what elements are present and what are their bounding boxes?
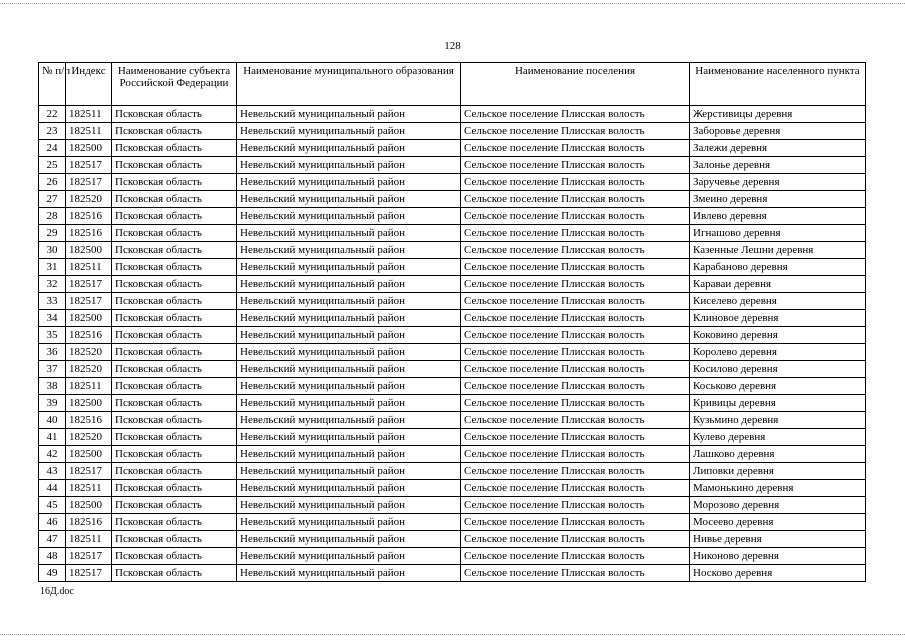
cell-num: 48 bbox=[39, 548, 66, 565]
scan-bottom-edge bbox=[0, 634, 905, 637]
table-row bbox=[39, 106, 866, 123]
cell-locality: Карабаново деревня bbox=[690, 259, 866, 276]
cell-municipality: Невельский муниципальный район bbox=[237, 412, 461, 429]
cell-municipality: Невельский муниципальный район bbox=[237, 259, 461, 276]
cell-settlement: Сельское поселение Плисская волость bbox=[461, 208, 690, 225]
cell-municipality: Невельский муниципальный район bbox=[237, 293, 461, 310]
cell-subject: Псковская область bbox=[112, 361, 237, 378]
table-row bbox=[39, 293, 866, 310]
cell-locality: Заборовье деревня bbox=[690, 123, 866, 140]
cell-settlement: Сельское поселение Плисская волость bbox=[461, 446, 690, 463]
table-row bbox=[39, 565, 866, 582]
cell-subject: Псковская область bbox=[112, 514, 237, 531]
cell-index: 182511 bbox=[66, 480, 112, 497]
cell-settlement: Сельское поселение Плисская волость bbox=[461, 310, 690, 327]
cell-num: 44 bbox=[39, 480, 66, 497]
table-header-row bbox=[39, 63, 866, 106]
cell-index: 182517 bbox=[66, 463, 112, 480]
cell-settlement: Сельское поселение Плисская волость bbox=[461, 327, 690, 344]
cell-index: 182516 bbox=[66, 208, 112, 225]
cell-settlement: Сельское поселение Плисская волость bbox=[461, 514, 690, 531]
cell-num: 30 bbox=[39, 242, 66, 259]
cell-num: 42 bbox=[39, 446, 66, 463]
cell-num: 23 bbox=[39, 123, 66, 140]
cell-locality: Лашково деревня bbox=[690, 446, 866, 463]
table-row bbox=[39, 140, 866, 157]
cell-index: 182517 bbox=[66, 157, 112, 174]
cell-index: 182511 bbox=[66, 106, 112, 123]
cell-locality: Королево деревня bbox=[690, 344, 866, 361]
cell-municipality: Невельский муниципальный район bbox=[237, 565, 461, 582]
cell-municipality: Невельский муниципальный район bbox=[237, 548, 461, 565]
cell-subject: Псковская область bbox=[112, 208, 237, 225]
cell-settlement: Сельское поселение Плисская волость bbox=[461, 412, 690, 429]
cell-subject: Псковская область bbox=[112, 480, 237, 497]
table-row bbox=[39, 378, 866, 395]
cell-locality: Кулево деревня bbox=[690, 429, 866, 446]
table-row bbox=[39, 344, 866, 361]
cell-locality: Коськово деревня bbox=[690, 378, 866, 395]
cell-locality: Кузьмино деревня bbox=[690, 412, 866, 429]
cell-index: 182516 bbox=[66, 412, 112, 429]
cell-settlement: Сельское поселение Плисская волость bbox=[461, 259, 690, 276]
cell-num: 41 bbox=[39, 429, 66, 446]
cell-subject: Псковская область bbox=[112, 497, 237, 514]
cell-locality: Ивлево деревня bbox=[690, 208, 866, 225]
cell-index: 182511 bbox=[66, 123, 112, 140]
cell-locality: Залежи деревня bbox=[690, 140, 866, 157]
cell-index: 182511 bbox=[66, 378, 112, 395]
cell-locality: Жерстивицы деревня bbox=[690, 106, 866, 123]
cell-num: 27 bbox=[39, 191, 66, 208]
cell-settlement: Сельское поселение Плисская волость bbox=[461, 106, 690, 123]
table-row bbox=[39, 395, 866, 412]
cell-index: 182500 bbox=[66, 140, 112, 157]
cell-municipality: Невельский муниципальный район bbox=[237, 191, 461, 208]
cell-municipality: Невельский муниципальный район bbox=[237, 378, 461, 395]
cell-subject: Псковская область bbox=[112, 259, 237, 276]
cell-settlement: Сельское поселение Плисская волость bbox=[461, 565, 690, 582]
header-municipality: Наименование муниципального образования bbox=[237, 63, 461, 106]
cell-settlement: Сельское поселение Плисская волость bbox=[461, 191, 690, 208]
cell-locality: Никоново деревня bbox=[690, 548, 866, 565]
table-row bbox=[39, 412, 866, 429]
cell-settlement: Сельское поселение Плисская волость bbox=[461, 174, 690, 191]
cell-subject: Псковская область bbox=[112, 327, 237, 344]
cell-index: 182517 bbox=[66, 174, 112, 191]
cell-num: 34 bbox=[39, 310, 66, 327]
header-num: № п/п bbox=[39, 63, 66, 106]
cell-municipality: Невельский муниципальный район bbox=[237, 514, 461, 531]
cell-settlement: Сельское поселение Плисская волость bbox=[461, 361, 690, 378]
cell-subject: Псковская область bbox=[112, 378, 237, 395]
cell-subject: Псковская область bbox=[112, 463, 237, 480]
table-row bbox=[39, 310, 866, 327]
cell-num: 39 bbox=[39, 395, 66, 412]
cell-index: 182517 bbox=[66, 548, 112, 565]
cell-subject: Псковская область bbox=[112, 140, 237, 157]
cell-index: 182500 bbox=[66, 395, 112, 412]
cell-num: 24 bbox=[39, 140, 66, 157]
table-row bbox=[39, 157, 866, 174]
cell-index: 182511 bbox=[66, 531, 112, 548]
table-row bbox=[39, 531, 866, 548]
table-row bbox=[39, 361, 866, 378]
cell-locality: Клиновое деревня bbox=[690, 310, 866, 327]
cell-num: 40 bbox=[39, 412, 66, 429]
cell-subject: Псковская область bbox=[112, 429, 237, 446]
cell-index: 182511 bbox=[66, 259, 112, 276]
cell-municipality: Невельский муниципальный район bbox=[237, 531, 461, 548]
cell-municipality: Невельский муниципальный район bbox=[237, 276, 461, 293]
cell-num: 31 bbox=[39, 259, 66, 276]
cell-municipality: Невельский муниципальный район bbox=[237, 497, 461, 514]
cell-municipality: Невельский муниципальный район bbox=[237, 157, 461, 174]
cell-municipality: Невельский муниципальный район bbox=[237, 327, 461, 344]
table-row bbox=[39, 174, 866, 191]
cell-municipality: Невельский муниципальный район bbox=[237, 463, 461, 480]
table-row bbox=[39, 514, 866, 531]
cell-num: 32 bbox=[39, 276, 66, 293]
header-settlement: Наименование поселения bbox=[461, 63, 690, 106]
cell-subject: Псковская область bbox=[112, 242, 237, 259]
cell-index: 182516 bbox=[66, 225, 112, 242]
cell-settlement: Сельское поселение Плисская волость bbox=[461, 123, 690, 140]
table-row bbox=[39, 191, 866, 208]
header-index: Индекс bbox=[66, 63, 112, 106]
cell-locality: Мосеево деревня bbox=[690, 514, 866, 531]
cell-index: 182500 bbox=[66, 310, 112, 327]
footer-filename: 16Д.doc bbox=[40, 586, 74, 597]
cell-settlement: Сельское поселение Плисская волость bbox=[461, 157, 690, 174]
cell-subject: Псковская область bbox=[112, 395, 237, 412]
cell-municipality: Невельский муниципальный район bbox=[237, 208, 461, 225]
cell-num: 43 bbox=[39, 463, 66, 480]
cell-index: 182500 bbox=[66, 242, 112, 259]
cell-num: 38 bbox=[39, 378, 66, 395]
cell-locality: Кривицы деревня bbox=[690, 395, 866, 412]
cell-locality: Коковино деревня bbox=[690, 327, 866, 344]
table-row bbox=[39, 463, 866, 480]
table-row bbox=[39, 429, 866, 446]
cell-subject: Псковская область bbox=[112, 412, 237, 429]
cell-num: 47 bbox=[39, 531, 66, 548]
cell-index: 182500 bbox=[66, 446, 112, 463]
cell-locality: Казенные Лешни деревня bbox=[690, 242, 866, 259]
cell-locality: Залонье деревня bbox=[690, 157, 866, 174]
cell-municipality: Невельский муниципальный район bbox=[237, 123, 461, 140]
cell-municipality: Невельский муниципальный район bbox=[237, 395, 461, 412]
cell-municipality: Невельский муниципальный район bbox=[237, 225, 461, 242]
cell-municipality: Невельский муниципальный район bbox=[237, 429, 461, 446]
table-row bbox=[39, 497, 866, 514]
cell-index: 182520 bbox=[66, 361, 112, 378]
cell-num: 37 bbox=[39, 361, 66, 378]
settlements-table bbox=[38, 62, 866, 582]
cell-subject: Псковская область bbox=[112, 174, 237, 191]
cell-num: 49 bbox=[39, 565, 66, 582]
cell-locality: Змеино деревня bbox=[690, 191, 866, 208]
cell-municipality: Невельский муниципальный район bbox=[237, 174, 461, 191]
header-locality: Наименование населенного пункта bbox=[690, 63, 866, 106]
cell-settlement: Сельское поселение Плисская волость bbox=[461, 531, 690, 548]
cell-num: 28 bbox=[39, 208, 66, 225]
cell-subject: Псковская область bbox=[112, 446, 237, 463]
cell-subject: Псковская область bbox=[112, 310, 237, 327]
cell-locality: Носково деревня bbox=[690, 565, 866, 582]
cell-subject: Псковская область bbox=[112, 276, 237, 293]
cell-num: 35 bbox=[39, 327, 66, 344]
scan-top-edge bbox=[0, 3, 905, 6]
cell-locality: Заручевье деревня bbox=[690, 174, 866, 191]
cell-locality: Морозово деревня bbox=[690, 497, 866, 514]
cell-settlement: Сельское поселение Плисская волость bbox=[461, 548, 690, 565]
cell-subject: Псковская область bbox=[112, 293, 237, 310]
cell-settlement: Сельское поселение Плисская волость bbox=[461, 293, 690, 310]
cell-locality: Мамонькино деревня bbox=[690, 480, 866, 497]
cell-index: 182517 bbox=[66, 293, 112, 310]
table-row bbox=[39, 276, 866, 293]
cell-subject: Псковская область bbox=[112, 123, 237, 140]
table-body bbox=[39, 106, 866, 582]
table-row bbox=[39, 480, 866, 497]
cell-settlement: Сельское поселение Плисская волость bbox=[461, 276, 690, 293]
cell-municipality: Невельский муниципальный район bbox=[237, 106, 461, 123]
cell-index: 182517 bbox=[66, 565, 112, 582]
cell-subject: Псковская область bbox=[112, 157, 237, 174]
cell-settlement: Сельское поселение Плисская волость bbox=[461, 463, 690, 480]
cell-municipality: Невельский муниципальный район bbox=[237, 310, 461, 327]
page-number: 128 bbox=[444, 40, 461, 52]
cell-municipality: Невельский муниципальный район bbox=[237, 242, 461, 259]
cell-municipality: Невельский муниципальный район bbox=[237, 480, 461, 497]
cell-num: 25 bbox=[39, 157, 66, 174]
cell-num: 45 bbox=[39, 497, 66, 514]
cell-index: 182520 bbox=[66, 191, 112, 208]
cell-municipality: Невельский муниципальный район bbox=[237, 361, 461, 378]
cell-index: 182520 bbox=[66, 429, 112, 446]
cell-settlement: Сельское поселение Плисская волость bbox=[461, 225, 690, 242]
cell-subject: Псковская область bbox=[112, 548, 237, 565]
cell-num: 22 bbox=[39, 106, 66, 123]
cell-index: 182516 bbox=[66, 514, 112, 531]
cell-municipality: Невельский муниципальный район bbox=[237, 140, 461, 157]
cell-index: 182516 bbox=[66, 327, 112, 344]
table-row bbox=[39, 242, 866, 259]
cell-subject: Псковская область bbox=[112, 191, 237, 208]
cell-subject: Псковская область bbox=[112, 531, 237, 548]
cell-num: 29 bbox=[39, 225, 66, 242]
cell-settlement: Сельское поселение Плисская волость bbox=[461, 344, 690, 361]
cell-num: 36 bbox=[39, 344, 66, 361]
cell-municipality: Невельский муниципальный район bbox=[237, 446, 461, 463]
table-row bbox=[39, 225, 866, 242]
cell-locality: Игнашово деревня bbox=[690, 225, 866, 242]
cell-index: 182517 bbox=[66, 276, 112, 293]
cell-subject: Псковская область bbox=[112, 225, 237, 242]
cell-subject: Псковская область bbox=[112, 344, 237, 361]
cell-index: 182520 bbox=[66, 344, 112, 361]
cell-settlement: Сельское поселение Плисская волость bbox=[461, 140, 690, 157]
cell-subject: Псковская область bbox=[112, 565, 237, 582]
cell-num: 26 bbox=[39, 174, 66, 191]
cell-locality: Липовки деревня bbox=[690, 463, 866, 480]
cell-num: 33 bbox=[39, 293, 66, 310]
cell-locality: Косилово деревня bbox=[690, 361, 866, 378]
cell-settlement: Сельское поселение Плисская волость bbox=[461, 242, 690, 259]
cell-num: 46 bbox=[39, 514, 66, 531]
cell-settlement: Сельское поселение Плисская волость bbox=[461, 480, 690, 497]
table-row bbox=[39, 327, 866, 344]
table-row bbox=[39, 548, 866, 565]
table-row bbox=[39, 123, 866, 140]
table-row bbox=[39, 446, 866, 463]
cell-locality: Нивье деревня bbox=[690, 531, 866, 548]
table-row bbox=[39, 208, 866, 225]
header-subject: Наименование субъекта Российской Федерации bbox=[112, 63, 237, 106]
cell-locality: Караваи деревня bbox=[690, 276, 866, 293]
cell-settlement: Сельское поселение Плисская волость bbox=[461, 395, 690, 412]
cell-settlement: Сельское поселение Плисская волость bbox=[461, 497, 690, 514]
cell-locality: Киселево деревня bbox=[690, 293, 866, 310]
cell-settlement: Сельское поселение Плисская волость bbox=[461, 429, 690, 446]
cell-settlement: Сельское поселение Плисская волость bbox=[461, 378, 690, 395]
cell-subject: Псковская область bbox=[112, 106, 237, 123]
table-row bbox=[39, 259, 866, 276]
cell-municipality: Невельский муниципальный район bbox=[237, 344, 461, 361]
cell-index: 182500 bbox=[66, 497, 112, 514]
